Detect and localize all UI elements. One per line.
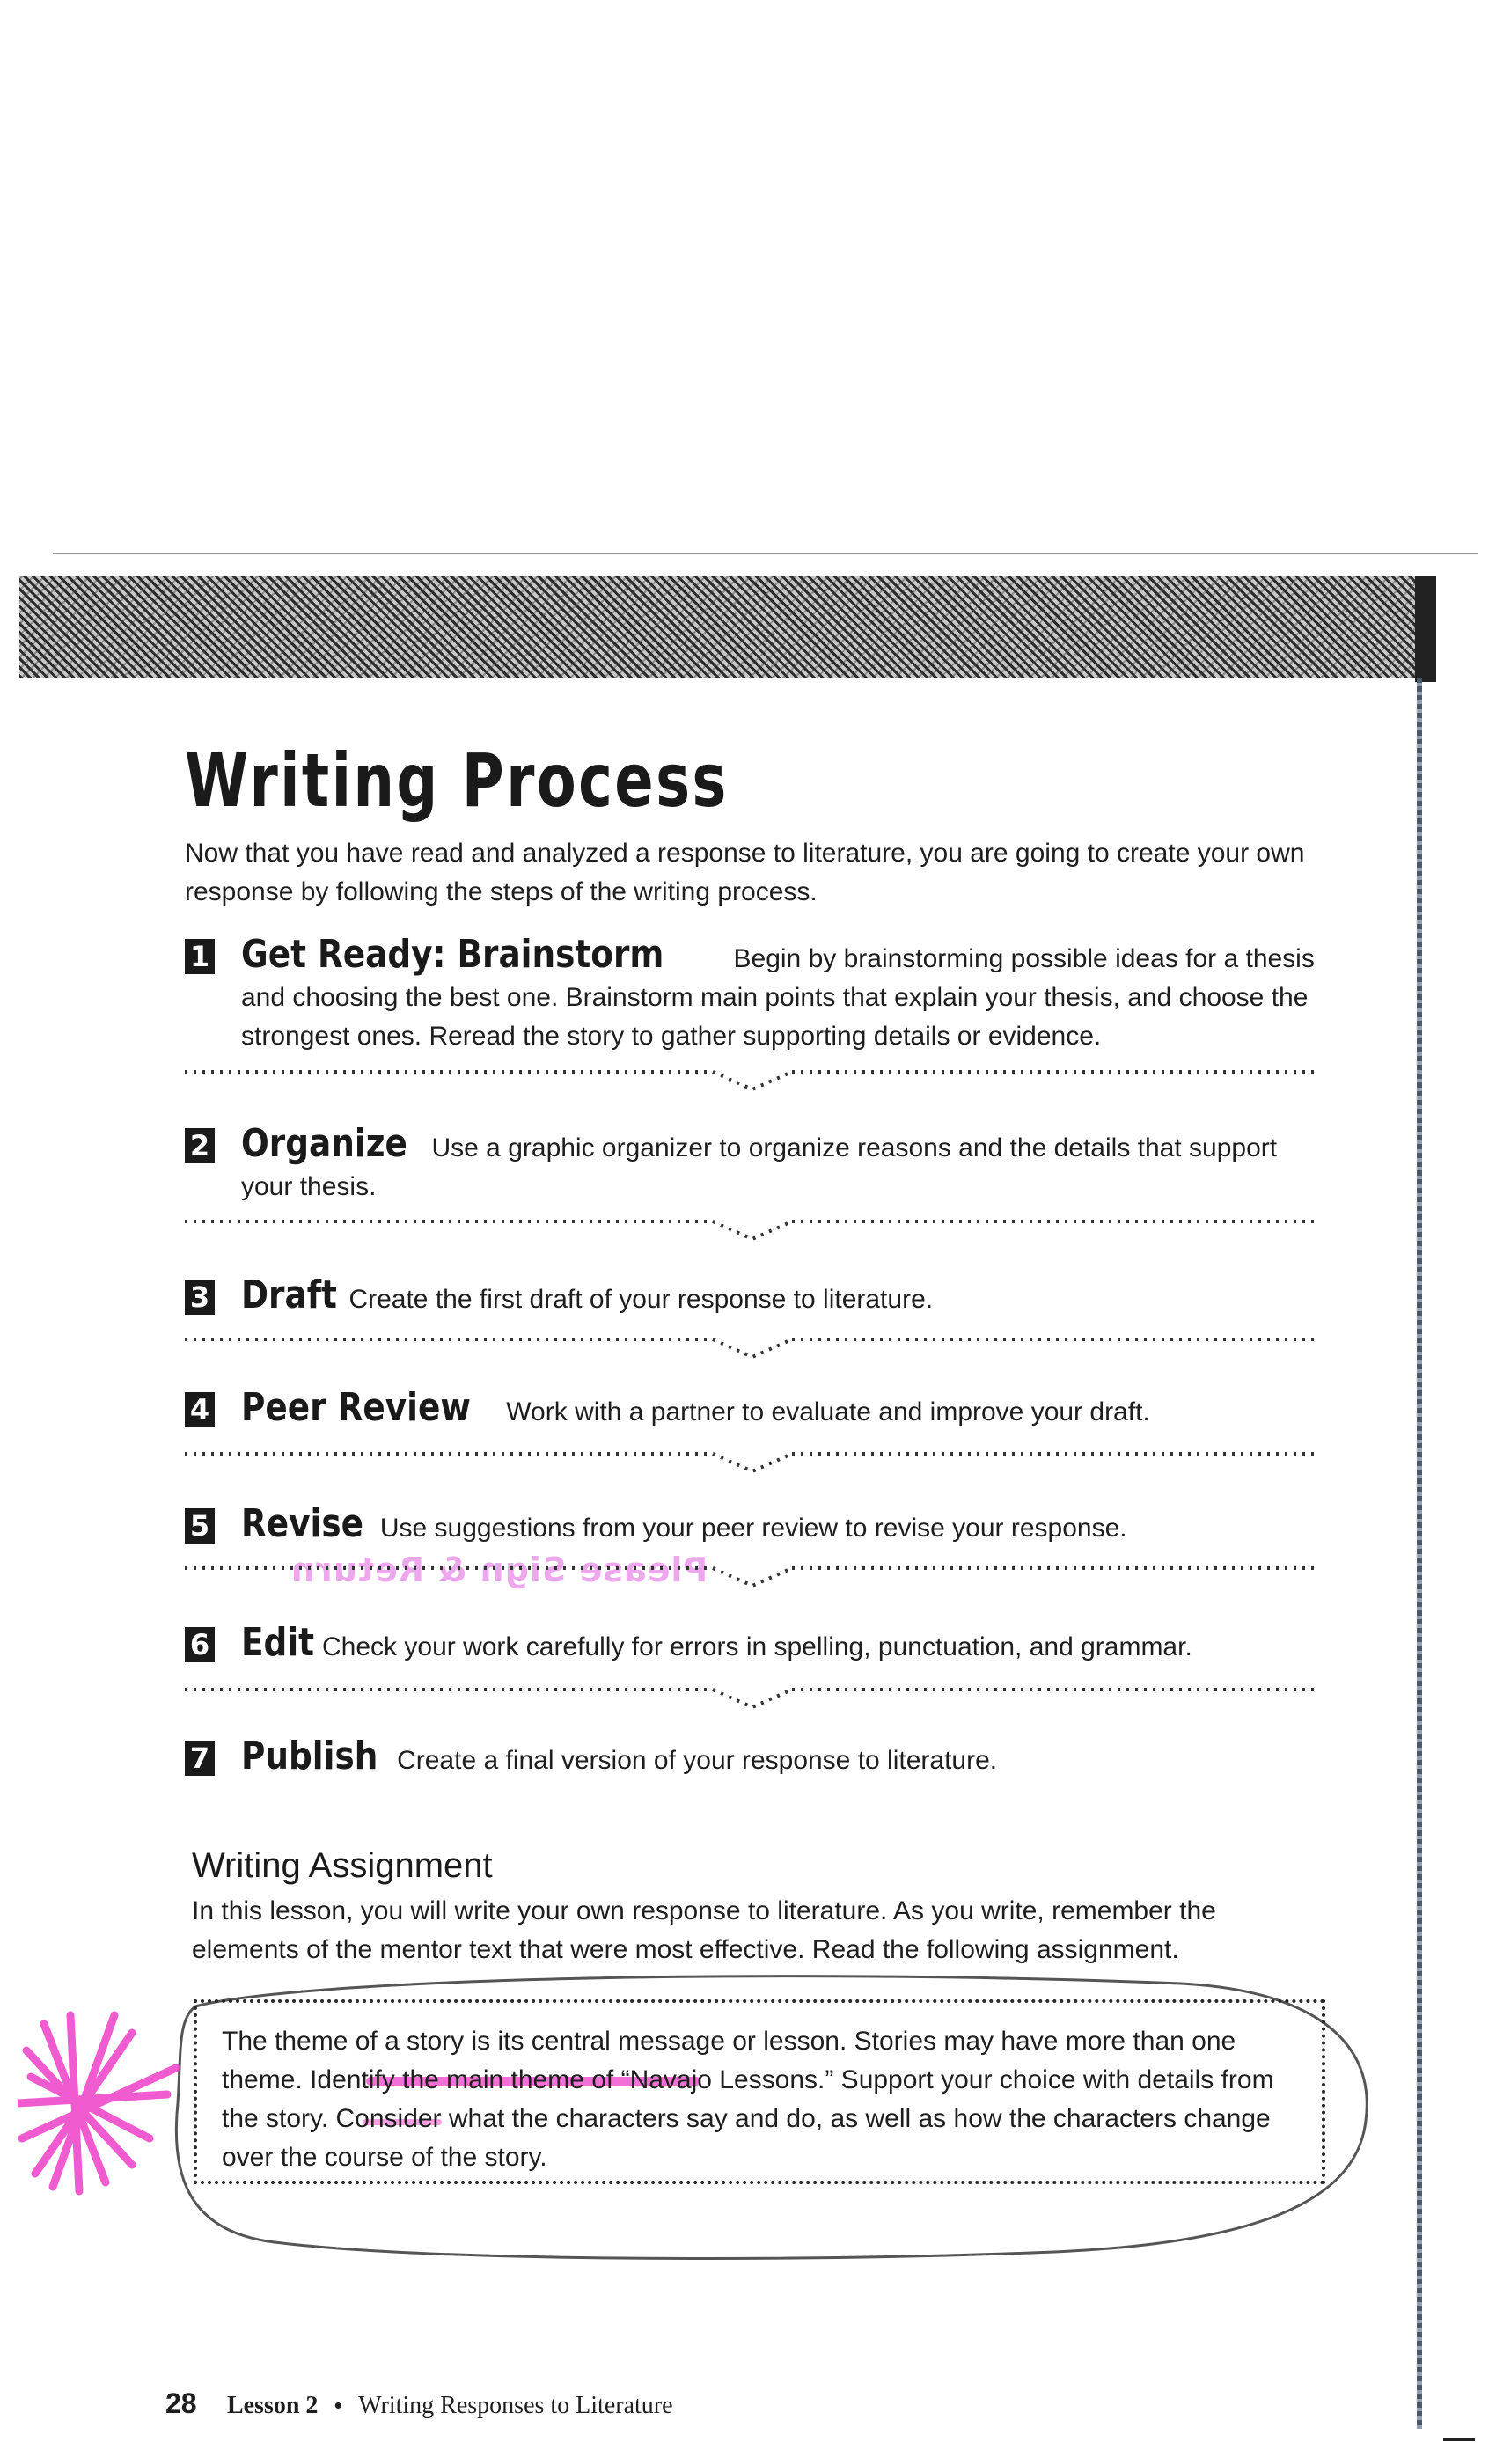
banner-tab — [1415, 576, 1436, 682]
page-footer — [165, 2387, 673, 2420]
lesson-title: Writing Responses to Literature — [358, 2392, 673, 2419]
page-right-edge — [1417, 678, 1422, 2429]
step-text: Create the first draft of your response to literature. — [348, 1285, 934, 1314]
step-text: Use a graphic organizer to organize reasons and the details that support your thesis. — [241, 1133, 1278, 1201]
step-number: 6 — [185, 1627, 215, 1662]
step-body — [241, 1121, 1320, 1206]
step-body — [241, 1620, 1320, 1667]
step-3 — [185, 1272, 1320, 1319]
step-number: 3 — [185, 1280, 215, 1315]
step-body — [241, 1734, 1320, 1780]
step-title: Peer Review — [241, 1385, 471, 1430]
step-separator — [185, 1331, 1320, 1362]
step-text: Create a final version of your response to literature. — [397, 1746, 998, 1775]
step-body — [241, 932, 1320, 1056]
corner-mark — [1443, 2438, 1475, 2441]
step-6 — [185, 1620, 1320, 1667]
step-text: Work with a partner to evaluate and improve your draft. — [506, 1397, 1150, 1426]
highlighter-star — [18, 1998, 194, 2209]
step-7 — [185, 1734, 1320, 1780]
assignment-intro: In this lesson, you will write your own response to literature. As you write, remember the elements of the mentor text that were most effective. Read the following assignment. — [192, 1896, 1216, 1964]
step-number: 1 — [185, 939, 215, 974]
page-edge — [53, 553, 1478, 554]
step-title: Revise — [241, 1501, 364, 1546]
step-title: Edit — [241, 1620, 315, 1665]
lesson-label: Lesson 2 — [226, 2392, 319, 2419]
step-5 — [185, 1501, 1320, 1548]
assignment-prompt: The theme of a story is its central message or lesson. Stories may have more than one theme. Identify the main theme of “Navajo Lessons.” Support your choice with details from the story. Consider what the characters say and do, as well as how the characters change over the course of the story. — [222, 2027, 1274, 2172]
step-number: 2 — [185, 1128, 215, 1163]
step-body — [241, 1501, 1320, 1548]
footer-bullet: • — [334, 2392, 342, 2418]
step-text: Check your work carefully for errors in spelling, punctuation, and grammar. — [322, 1632, 1192, 1661]
step-separator — [185, 1063, 1320, 1095]
step-separator — [185, 1445, 1320, 1477]
step-text: Use suggestions from your peer review to revise your response. — [379, 1514, 1127, 1543]
step-number: 4 — [185, 1392, 215, 1427]
step-title: Draft — [241, 1272, 337, 1317]
step-2 — [185, 1121, 1320, 1206]
intro-paragraph: Now that you have read and analyzed a response to literature, you are going to create your own response by following the steps of the writing process. — [185, 839, 1305, 906]
step-title: Publish — [241, 1734, 378, 1778]
page-title: Writing Process — [185, 737, 729, 824]
page-number: 28 — [165, 2387, 197, 2419]
step-number: 5 — [185, 1508, 215, 1544]
step-body — [241, 1272, 1320, 1319]
step-separator — [185, 1213, 1320, 1244]
step-text: Begin by brainstorming possible ideas for a thesis and choosing the best one. Brainstorm main points that explain your thesis, and choose the strongest ones. Reread the story to gather supporting details or evidence. — [241, 944, 1315, 1051]
step-1 — [185, 932, 1320, 1056]
faded-stamp: Please Sign & Return — [290, 1551, 708, 1589]
step-title: Get Ready: Brainstorm — [241, 932, 664, 977]
step-number: 7 — [185, 1741, 215, 1776]
decorative-banner — [19, 576, 1434, 678]
assignment-heading: Writing Assignment — [192, 1846, 493, 1885]
step-separator — [185, 1681, 1320, 1712]
step-4 — [185, 1385, 1320, 1432]
step-separator — [185, 1559, 1320, 1591]
step-title: Organize — [241, 1121, 407, 1166]
step-body — [241, 1385, 1320, 1432]
